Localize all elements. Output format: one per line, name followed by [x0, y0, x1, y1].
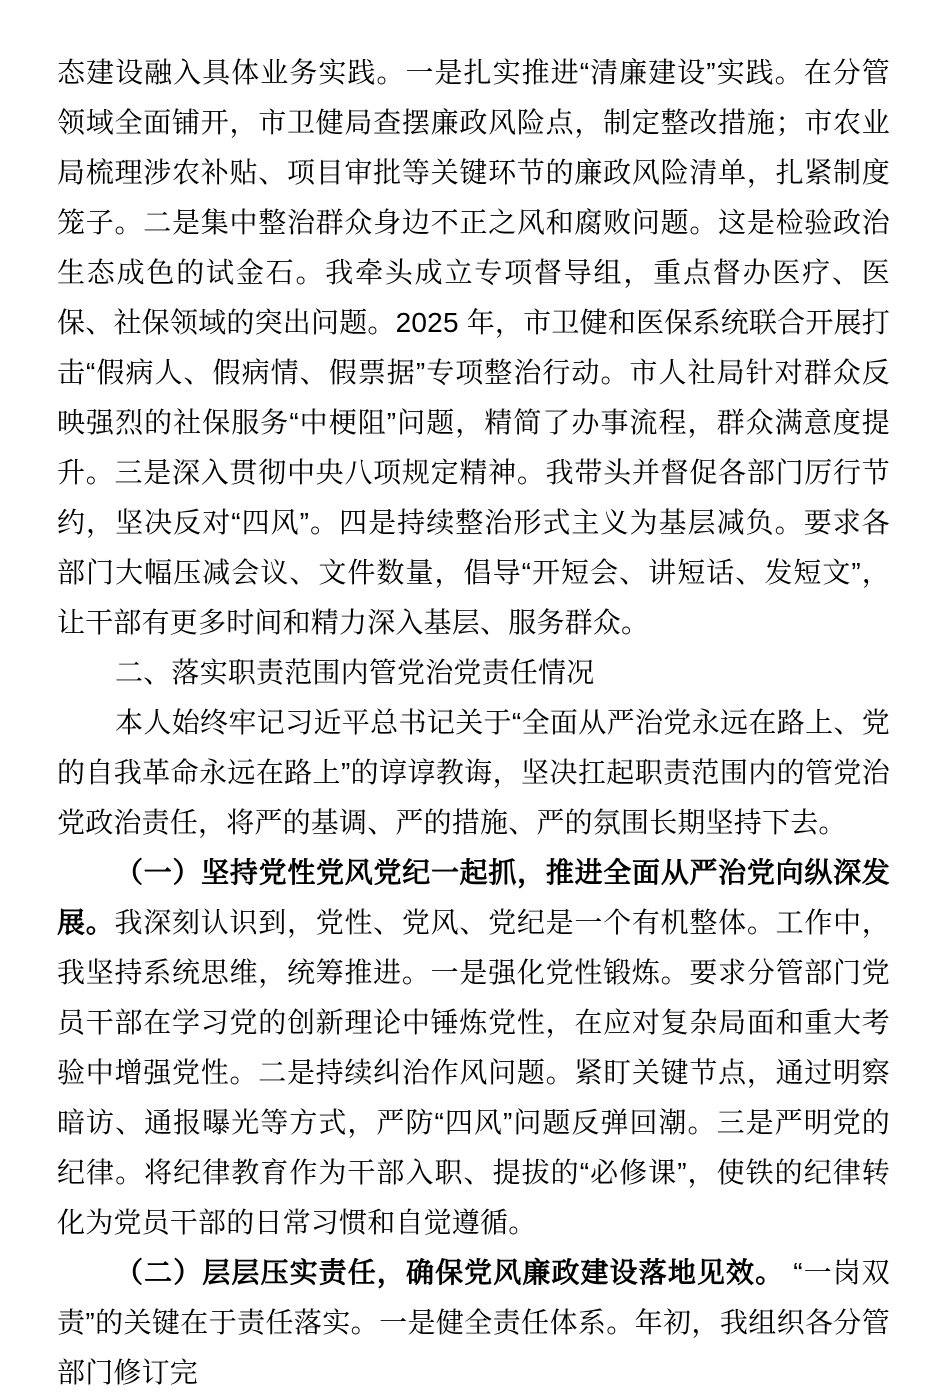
subsection-two-bold-lead: （二）层层压实责任，确保党风廉政建设落地见效。	[115, 1257, 785, 1288]
paragraph-subsection-one	[57, 848, 890, 1248]
section-heading-two: 二、落实职责范围内管党治党责任情况	[115, 657, 595, 688]
document-body	[57, 48, 890, 1398]
subsection-one-bold-lead: （一）坚持党性党风党纪一起抓，推进全面从严治党向纵深发展。	[57, 857, 890, 938]
subsection-one-body: 我深刻认识到，党性、党风、党纪是一个有机整体。工作中，我坚持系统思维，统筹推进。一是强化党性锻炼。要求分管部门党员干部在学习党的创新理论中锤炼党性，在应对复杂局面和重大考验中增强党性。二是持续纠治作风问题。紧盯关键节点，通过明察暗访、通报曝光等方式，严防“四风”问题反弹回潮。三是严明党的纪律。将纪律教育作为干部入职、提拔的“必修课”，使铁的纪律转化为党员干部的日常习惯和自觉遵循。	[57, 907, 891, 1238]
paragraph-continuation: 态建设融入具体业务实践。一是扎实推进“清廉建设”实践。在分管领域全面铺开，市卫健局查摆廉政风险点，制定整改措施；市农业局梳理涉农补贴、项目审批等关键环节的廉政风险清单，扎紧制度笼子。二是集中整治群众身边不正之风和腐败问题。这是检验政治生态成色的试金石。我牵头成立专项督导组，重点督办医疗、医保、社保领域的突出问题。2025 年，市卫健和医保系统联合开展打击“假病人、假病情、假票据”专项整治行动。市人社局针对群众反映强烈的社保服务“中梗阻”问题，精简了办事流程，群众满意度提升。三是深入贯彻中央八项规定精神。我带头并督促各部门厉行节约，坚决反对“四风”。四是持续整治形式主义为基层减负。要求各部门大幅压减会议、文件数量，倡导“开短会、讲短话、发短文”，让干部有更多时间和精力深入基层、服务群众。	[57, 57, 890, 638]
paragraph-section-two-intro: 本人始终牢记习近平总书记关于“全面从严治党永远在路上、党的自我革命永远在路上”的谆谆教诲，坚决扛起职责范围内的管党治党政治责任，将严的基调、严的措施、严的氛围长期坚持下去。	[57, 707, 890, 838]
paragraph-subsection-two	[57, 1248, 890, 1398]
subsection-two-body: “一岗双责”的关键在于责任落实。一是健全责任体系。年初，我组织各分管部门修订完	[57, 1257, 891, 1388]
